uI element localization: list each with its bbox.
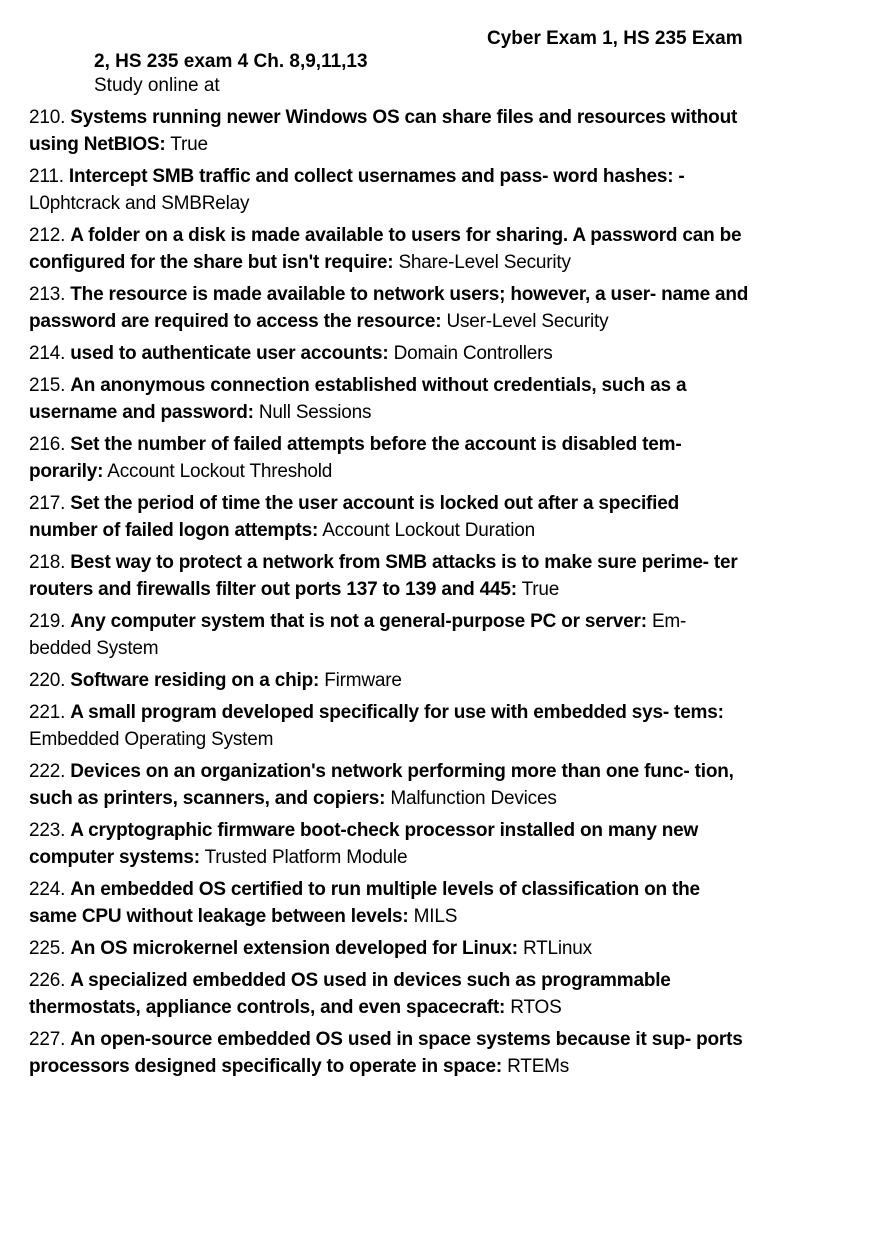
item-question: Intercept SMB traffic and collect usernames and pass- word hashes: - [68, 166, 685, 187]
item-question: Software residing on a chip: [70, 670, 320, 691]
item-number: 223. [29, 820, 66, 841]
flashcard-item [29, 372, 749, 426]
item-number: 221. [29, 702, 66, 723]
item-answer: Null Sessions [258, 402, 372, 423]
flashcard-item [29, 699, 749, 753]
item-answer: L0phtcrack and SMBRelay [29, 193, 250, 214]
item-answer: RTOS [510, 997, 562, 1018]
item-number: 211. [29, 166, 64, 187]
flashcard-item [29, 876, 749, 930]
item-question: Any computer system that is not a general-purpose PC or server: [70, 611, 647, 632]
flashcard-item [29, 758, 749, 812]
item-number: 222. [29, 761, 66, 782]
item-number: 213. [29, 284, 66, 305]
item-answer: True [170, 134, 208, 155]
item-question: An open-source embedded OS used in space systems because it sup- ports processors designed specifically to operate in space: [29, 1029, 743, 1077]
item-answer: MILS [413, 906, 458, 927]
item-question: A small program developed specifically for use with embedded sys- tems: [70, 702, 724, 723]
item-question: Best way to protect a network from SMB attacks is to make sure perime- ter routers and firewalls filter out ports 137 to 139 and 445: [29, 552, 738, 600]
flashcard-item [29, 281, 749, 335]
item-question: An OS microkernel extension developed for Linux: [70, 938, 518, 959]
item-answer: RTLinux [522, 938, 592, 959]
flashcard-item [29, 340, 749, 367]
item-answer: Share-Level Security [398, 252, 571, 273]
item-number: 214. [29, 343, 66, 364]
item-number: 224. [29, 879, 66, 900]
item-question: A specialized embedded OS used in devices such as programmable thermostats, appliance controls, and even spacecraft: [29, 970, 671, 1018]
item-answer: Account Lockout Duration [322, 520, 535, 541]
item-number: 225. [29, 938, 66, 959]
flashcard-list [29, 104, 749, 1085]
document-title-line-2: 2, HS 235 exam 4 Ch. 8,9,11,13 [94, 51, 368, 72]
item-question: used to authenticate user accounts: [70, 343, 389, 364]
item-answer: Firmware [324, 670, 402, 691]
flashcard-item [29, 222, 749, 276]
flashcard-item [29, 163, 749, 217]
flashcard-item [29, 549, 749, 603]
flashcard-item [29, 608, 749, 662]
item-answer: True [521, 579, 560, 600]
item-number: 216. [29, 434, 66, 455]
flashcard-item [29, 431, 749, 485]
item-number: 212. [29, 225, 66, 246]
item-number: 210. [29, 107, 66, 128]
item-number: 215. [29, 375, 66, 396]
item-number: 218. [29, 552, 66, 573]
item-answer: Domain Controllers [393, 343, 553, 364]
document-title-line-1: Cyber Exam 1, HS 235 Exam [487, 28, 743, 49]
item-question: A cryptographic firmware boot-check processor installed on many new computer systems: [29, 820, 699, 868]
flashcard-item [29, 817, 749, 871]
study-online-text: Study online at [94, 75, 220, 96]
item-answer: Malfunction Devices [390, 788, 557, 809]
item-number: 219. [29, 611, 66, 632]
item-answer: Account Lockout Threshold [107, 461, 333, 482]
flashcard-item [29, 667, 749, 694]
flashcard-item [29, 1026, 749, 1080]
item-question: A folder on a disk is made available to users for sharing. A password can be configured for the share but isn't require: [29, 225, 742, 273]
item-question: Systems running newer Windows OS can share files and resources without using NetBIOS: [29, 107, 738, 155]
item-answer: RTEMs [507, 1056, 570, 1077]
item-question: Devices on an organization's network performing more than one func- tion, such as printers, scanners, and copiers: [29, 761, 734, 809]
flashcard-item [29, 935, 749, 962]
item-answer: Em- bedded System [29, 611, 687, 659]
item-number: 217. [29, 493, 66, 514]
item-question: The resource is made available to network users; however, a user- name and password are required to access the resource: [29, 284, 749, 332]
item-number: 220. [29, 670, 66, 691]
item-question: An embedded OS certified to run multiple levels of classification on the same CPU without leakage between levels: [29, 879, 700, 927]
item-answer: User-Level Security [446, 311, 609, 332]
flashcard-item [29, 967, 749, 1021]
item-question: Set the number of failed attempts before the account is disabled tem- porarily: [29, 434, 682, 482]
flashcard-item [29, 490, 749, 544]
flashcard-item [29, 104, 749, 158]
item-answer: Trusted Platform Module [204, 847, 408, 868]
item-question: An anonymous connection established without credentials, such as a username and password: [29, 375, 687, 423]
item-question: Set the period of time the user account is locked out after a specified number of failed logon attempts: [29, 493, 679, 541]
item-number: 227. [29, 1029, 66, 1050]
item-answer: Embedded Operating System [29, 729, 274, 750]
item-number: 226. [29, 970, 66, 991]
